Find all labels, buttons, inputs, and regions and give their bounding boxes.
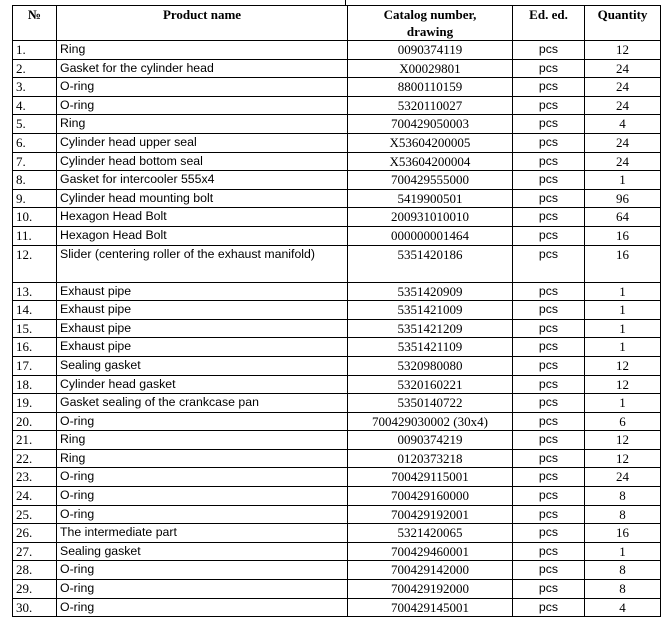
header-number: № xyxy=(13,6,57,41)
unit: pcs xyxy=(513,505,585,524)
header-unit: Ed. ed. xyxy=(513,6,585,41)
product-name: Ring xyxy=(57,115,348,134)
row-number: 15. xyxy=(13,319,57,338)
product-name: Cylinder head mounting bolt xyxy=(57,189,348,208)
table-row xyxy=(13,78,661,97)
quantity: 16 xyxy=(585,524,661,543)
product-name: Exhaust pipe xyxy=(57,282,348,301)
quantity: 1 xyxy=(585,171,661,190)
row-number: 29. xyxy=(13,580,57,599)
row-number: 14. xyxy=(13,301,57,320)
row-number: 3. xyxy=(13,78,57,97)
catalog-number: 5419900501 xyxy=(348,189,513,208)
quantity: 24 xyxy=(585,468,661,487)
table-row xyxy=(13,542,661,561)
table-row xyxy=(13,524,661,543)
table-row xyxy=(13,226,661,245)
product-name: O-ring xyxy=(57,468,348,487)
quantity: 8 xyxy=(585,487,661,506)
table-row xyxy=(13,96,661,115)
unit: pcs xyxy=(513,282,585,301)
unit: pcs xyxy=(513,468,585,487)
catalog-number: 700429192000 xyxy=(348,580,513,599)
catalog-number: 5320160221 xyxy=(348,375,513,394)
table-row xyxy=(13,152,661,171)
row-number: 18. xyxy=(13,375,57,394)
quantity: 96 xyxy=(585,189,661,208)
catalog-number: 5321420065 xyxy=(348,524,513,543)
catalog-number: 5351421009 xyxy=(348,301,513,320)
quantity: 8 xyxy=(585,580,661,599)
quantity: 24 xyxy=(585,96,661,115)
catalog-number: 0090374219 xyxy=(348,431,513,450)
table-row xyxy=(13,319,661,338)
row-number: 9. xyxy=(13,189,57,208)
row-number: 28. xyxy=(13,561,57,580)
table-row xyxy=(13,487,661,506)
quantity: 1 xyxy=(585,338,661,357)
row-number: 2. xyxy=(13,59,57,78)
catalog-number: 700429142000 xyxy=(348,561,513,580)
row-number: 11. xyxy=(13,226,57,245)
row-number: 6. xyxy=(13,133,57,152)
product-name: Gasket for the cylinder head xyxy=(57,59,348,78)
unit: pcs xyxy=(513,356,585,375)
header-catalog-line2: drawing xyxy=(406,24,454,39)
catalog-number: 700429160000 xyxy=(348,487,513,506)
table-row xyxy=(13,171,661,190)
product-name: O-ring xyxy=(57,561,348,580)
row-number: 1. xyxy=(13,41,57,60)
table-row xyxy=(13,189,661,208)
product-name: Hexagon Head Bolt xyxy=(57,208,348,227)
unit: pcs xyxy=(513,245,585,282)
unit: pcs xyxy=(513,338,585,357)
product-name: Sealing gasket xyxy=(57,542,348,561)
quantity: 24 xyxy=(585,59,661,78)
unit: pcs xyxy=(513,319,585,338)
product-name: The intermediate part xyxy=(57,524,348,543)
table-header-row xyxy=(13,6,661,41)
quantity: 24 xyxy=(585,152,661,171)
product-name: Cylinder head upper seal xyxy=(57,133,348,152)
unit: pcs xyxy=(513,189,585,208)
table-row xyxy=(13,133,661,152)
table-row xyxy=(13,115,661,134)
table-row xyxy=(13,301,661,320)
unit: pcs xyxy=(513,78,585,97)
product-name: O-ring xyxy=(57,96,348,115)
quantity: 1 xyxy=(585,394,661,413)
table-row xyxy=(13,412,661,431)
unit: pcs xyxy=(513,394,585,413)
unit: pcs xyxy=(513,412,585,431)
catalog-number: X53604200004 xyxy=(348,152,513,171)
row-number: 16. xyxy=(13,338,57,357)
table-body xyxy=(13,41,661,617)
unit: pcs xyxy=(513,561,585,580)
row-number: 23. xyxy=(13,468,57,487)
product-name: Ring xyxy=(57,41,348,60)
catalog-number: 700429030002 (30x4) xyxy=(348,412,513,431)
unit: pcs xyxy=(513,152,585,171)
table-row xyxy=(13,208,661,227)
quantity: 16 xyxy=(585,245,661,282)
quantity: 6 xyxy=(585,412,661,431)
table-row xyxy=(13,282,661,301)
unit: pcs xyxy=(513,580,585,599)
catalog-number: 700429050003 xyxy=(348,115,513,134)
row-number: 20. xyxy=(13,412,57,431)
unit: pcs xyxy=(513,41,585,60)
table-row xyxy=(13,356,661,375)
quantity: 64 xyxy=(585,208,661,227)
catalog-number: 5320980080 xyxy=(348,356,513,375)
row-number: 10. xyxy=(13,208,57,227)
catalog-number: 5351420909 xyxy=(348,282,513,301)
product-name: Slider (centering roller of the exhaust manifold) xyxy=(57,245,348,282)
header-catalog-number xyxy=(348,6,513,41)
catalog-number: 0120373218 xyxy=(348,449,513,468)
quantity: 1 xyxy=(585,301,661,320)
quantity: 1 xyxy=(585,542,661,561)
table-row xyxy=(13,580,661,599)
catalog-number: X53604200005 xyxy=(348,133,513,152)
row-number: 13. xyxy=(13,282,57,301)
product-name: O-ring xyxy=(57,598,348,617)
table-row xyxy=(13,561,661,580)
product-name: Ring xyxy=(57,431,348,450)
product-name: Exhaust pipe xyxy=(57,301,348,320)
table-row xyxy=(13,338,661,357)
table-row xyxy=(13,375,661,394)
quantity: 1 xyxy=(585,319,661,338)
quantity: 12 xyxy=(585,449,661,468)
table-row xyxy=(13,505,661,524)
unit: pcs xyxy=(513,487,585,506)
quantity: 24 xyxy=(585,133,661,152)
row-number: 5. xyxy=(13,115,57,134)
quantity: 8 xyxy=(585,561,661,580)
table-row xyxy=(13,598,661,617)
catalog-number: 700429115001 xyxy=(348,468,513,487)
unit: pcs xyxy=(513,171,585,190)
quantity: 24 xyxy=(585,78,661,97)
quantity: 12 xyxy=(585,41,661,60)
quantity: 16 xyxy=(585,226,661,245)
row-number: 17. xyxy=(13,356,57,375)
catalog-number: 000000001464 xyxy=(348,226,513,245)
unit: pcs xyxy=(513,133,585,152)
quantity: 4 xyxy=(585,598,661,617)
row-number: 12. xyxy=(13,245,57,282)
row-number: 30. xyxy=(13,598,57,617)
product-name: Exhaust pipe xyxy=(57,338,348,357)
quantity: 8 xyxy=(585,505,661,524)
row-number: 4. xyxy=(13,96,57,115)
table-row xyxy=(13,468,661,487)
catalog-number: 700429145001 xyxy=(348,598,513,617)
unit: pcs xyxy=(513,598,585,617)
unit: pcs xyxy=(513,59,585,78)
product-name: O-ring xyxy=(57,505,348,524)
catalog-number: 5350140722 xyxy=(348,394,513,413)
catalog-number: 700429460001 xyxy=(348,542,513,561)
quantity: 12 xyxy=(585,375,661,394)
row-number: 8. xyxy=(13,171,57,190)
quantity: 1 xyxy=(585,282,661,301)
unit: pcs xyxy=(513,301,585,320)
quantity: 4 xyxy=(585,115,661,134)
unit: pcs xyxy=(513,115,585,134)
product-name: Gasket sealing of the crankcase pan xyxy=(57,394,348,413)
row-number: 7. xyxy=(13,152,57,171)
unit: pcs xyxy=(513,375,585,394)
catalog-number: X00029801 xyxy=(348,59,513,78)
row-number: 24. xyxy=(13,487,57,506)
product-name: O-ring xyxy=(57,78,348,97)
quantity: 12 xyxy=(585,431,661,450)
row-number: 25. xyxy=(13,505,57,524)
parts-table xyxy=(12,5,661,617)
product-name: Gasket for intercooler 555x4 xyxy=(57,171,348,190)
header-catalog-line1: Catalog number, xyxy=(383,7,477,22)
catalog-number: 700429192001 xyxy=(348,505,513,524)
product-name: O-ring xyxy=(57,487,348,506)
table-row xyxy=(13,59,661,78)
catalog-number: 5351421209 xyxy=(348,319,513,338)
table-row xyxy=(13,449,661,468)
table-row xyxy=(13,245,661,282)
row-number: 21. xyxy=(13,431,57,450)
table-row xyxy=(13,394,661,413)
catalog-number: 700429555000 xyxy=(348,171,513,190)
unit: pcs xyxy=(513,96,585,115)
catalog-number: 0090374119 xyxy=(348,41,513,60)
product-name: Exhaust pipe xyxy=(57,319,348,338)
unit: pcs xyxy=(513,208,585,227)
unit: pcs xyxy=(513,524,585,543)
product-name: O-ring xyxy=(57,580,348,599)
product-name: Sealing gasket xyxy=(57,356,348,375)
table-row xyxy=(13,431,661,450)
row-number: 27. xyxy=(13,542,57,561)
product-name: Cylinder head bottom seal xyxy=(57,152,348,171)
product-name: Cylinder head gasket xyxy=(57,375,348,394)
product-name: Hexagon Head Bolt xyxy=(57,226,348,245)
catalog-number: 5320110027 xyxy=(348,96,513,115)
catalog-number: 200931010010 xyxy=(348,208,513,227)
catalog-number: 8800110159 xyxy=(348,78,513,97)
product-name: Ring xyxy=(57,449,348,468)
header-quantity: Quantity xyxy=(585,6,661,41)
catalog-number: 5351420186 xyxy=(348,245,513,282)
catalog-number: 5351421109 xyxy=(348,338,513,357)
row-number: 19. xyxy=(13,394,57,413)
quantity: 12 xyxy=(585,356,661,375)
table-row xyxy=(13,41,661,60)
row-number: 22. xyxy=(13,449,57,468)
unit: pcs xyxy=(513,226,585,245)
product-name: O-ring xyxy=(57,412,348,431)
header-product-name: Product name xyxy=(57,6,348,41)
unit: pcs xyxy=(513,449,585,468)
unit: pcs xyxy=(513,431,585,450)
row-number: 26. xyxy=(13,524,57,543)
unit: pcs xyxy=(513,542,585,561)
